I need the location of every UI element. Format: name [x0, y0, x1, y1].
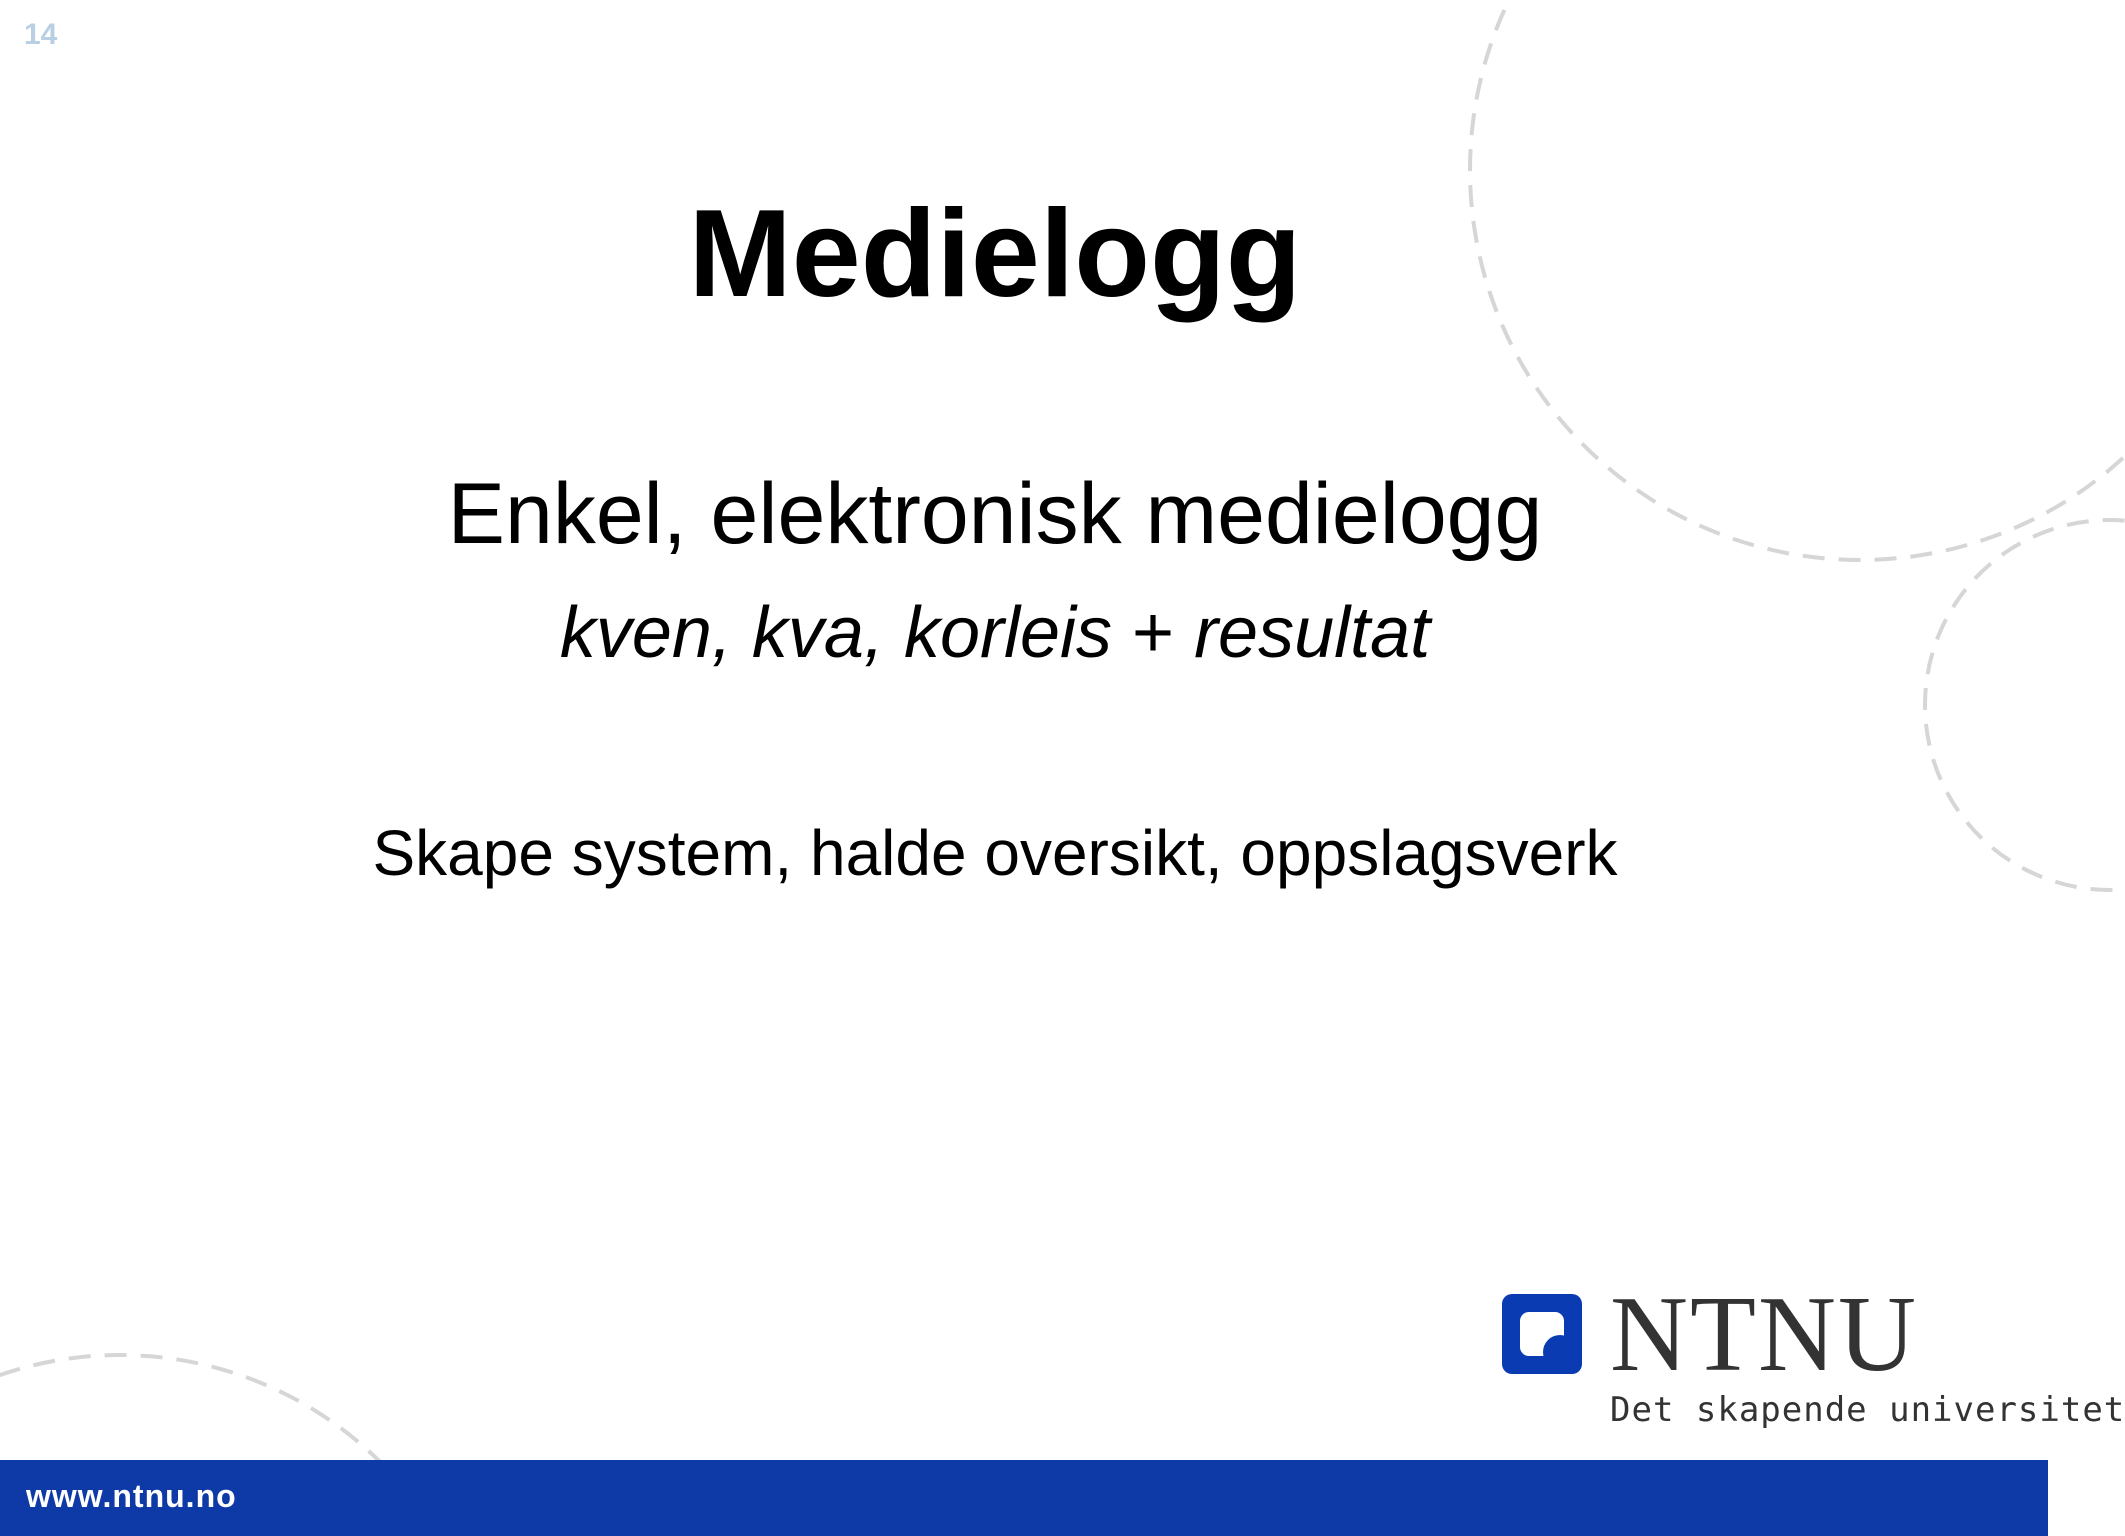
footer-bar	[0, 1460, 2048, 1536]
ntnu-logo-icon	[1502, 1294, 1582, 1374]
logo-tagline: Det skapende universitet	[1610, 1390, 2125, 1430]
page-number: 14	[24, 18, 58, 51]
detail-part1: kven, kva, korleis	[559, 593, 1113, 673]
ntnu-logo	[1502, 1275, 2125, 1440]
detail-part2: resultat	[1194, 593, 1431, 673]
slide-title: Medielogg	[688, 185, 1302, 323]
logo-icon-dot	[1543, 1335, 1577, 1369]
logo-name: NTNU	[1610, 1275, 1918, 1394]
slide-detail	[0, 590, 1990, 676]
footer-url-link[interactable]: www.ntnu.no	[26, 1478, 237, 1514]
logo-icon-inner	[1520, 1312, 1564, 1356]
slide-purpose: Skape system, halde oversikt, oppslagsverk	[372, 817, 1618, 889]
detail-joiner: +	[1112, 593, 1195, 673]
slide-subtitle: Enkel, elektronisk medielogg	[447, 466, 1543, 562]
